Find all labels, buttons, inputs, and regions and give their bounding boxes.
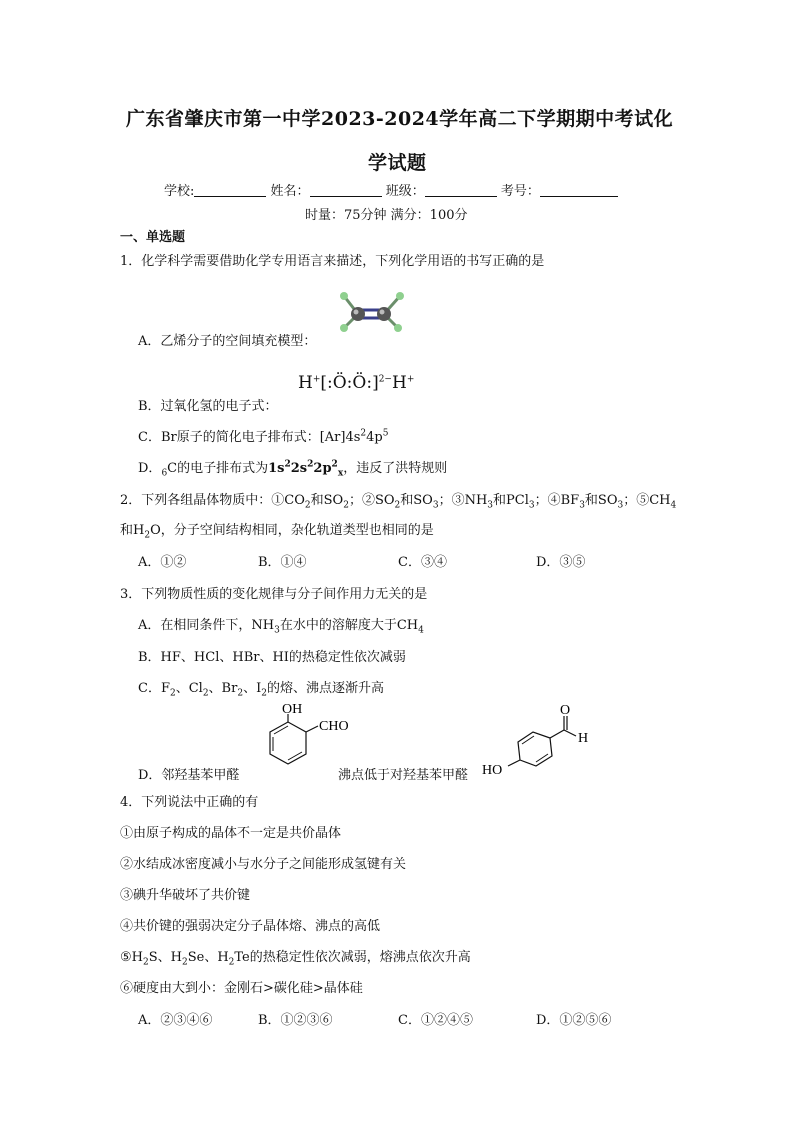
q4-option-c: C．①②④⑤ [398,1013,473,1028]
q2-s2: 和SO [310,493,344,508]
q3-option-c: C．$F_2$、$Cl_2$、$Br_2$、$I_2$的熔、沸点逐渐升高 [138,681,384,699]
section-heading: 一、单选题 [120,230,186,245]
h2o2-core: [:Ö:Ö:] [320,373,379,393]
q2-option-c: C．③④ [398,555,447,570]
h2o2-h-left: H [298,373,313,393]
q1-c-text: C．Br原子的简化电子排布式： [138,430,320,445]
mol1-oh-text: OH [282,702,303,717]
q2-option-d: D．③⑤ [536,555,586,570]
q1-option-b: B．过氧化氢的电子式： [138,399,278,414]
q2-stem-line1: 2．下列各组晶体物质中：$①CO_2$和$SO_2$；$②SO_2$和$SO_3$；$③NH_3$和PCl$_3$；$④BF_3$和$SO_3$；$⑤CH_4$ [120,493,677,511]
q1-option-a: A．乙烯分子的空间填充模型： [138,334,317,349]
q3-c4: 、I [243,681,262,696]
q2-s7: ；④BF [534,493,580,508]
q3-c2: 、Cl [175,681,203,696]
q2-s9: ；⑤CH [623,493,671,508]
q3-option-d-part2: 沸点低于对羟基苯甲醛 [338,768,469,783]
q1-d-suffix: ，违反了洪特规则 [343,461,448,476]
q4-option-a: A．②③④⑥ [138,1013,213,1028]
school-field[interactable] [194,183,266,197]
title-line1: 广东省肇庆市第一中学2023-2024学年高二下学期期中考试化 [126,108,674,130]
q3-option-a: A．在相同条件下，$NH_3$在水中的溶解度大于$CH_4$ [138,618,424,636]
q2-option-b: B．①④ [258,555,307,570]
q3-c5: 的熔、沸点逐渐升高 [266,681,384,696]
q2-s4: 和SO [400,493,433,508]
q4-statement-1: ①由原子构成的晶体不一定是共价晶体 [120,826,342,841]
q3-a1: A．在相同条件下，NH [138,618,275,633]
h2o2-h-right: H [391,373,407,393]
title-line2: 学试题 [368,152,427,174]
q2-s8: 和SO [584,493,618,508]
q4-option-d: D．①②⑤⑥ [536,1013,612,1028]
q3-stem: 3．下列物质性质的变化规律与分子间作用力无关的是 [120,587,428,602]
q4-option-b: B．①②③⑥ [258,1013,333,1028]
q1-option-c: C．Br原子的简化电子排布式：$[Ar]4s^24p^5$ [138,428,389,445]
class-field[interactable] [425,183,497,197]
q2-l2b: O，分子空间结构相同，杂化轨道类型也相同的是 [150,523,434,538]
name-label: 姓名： [270,184,310,199]
p-hydroxybenzaldehyde-structure [478,704,598,780]
exam-no-field[interactable] [540,183,618,197]
q4-s5b: S、H [148,950,182,965]
q2-l2a: 和H [120,523,145,538]
q4-stem: 4．下列说法中正确的有 [120,795,259,810]
q2-s6: 和PCl [493,493,529,508]
q4-statement-2: ②水结成冰密度减小与水分子之间能形成氢键有关 [120,857,407,872]
q4-statement-5: $⑤H_2S$、$H_2Se$、$H_2Te$的热稳定性依次减弱，熔沸点依次升高 [120,950,471,968]
mol1-cho-text: CHO [319,719,349,734]
time-score: 时量：75分钟 满分：100分 [305,208,468,223]
q4-s5a: ⑤H [120,950,143,965]
q4-statement-6: ⑥硬度由大到小：金刚石>碳化硅>晶体硅 [120,981,363,996]
salicylaldehyde-structure [244,702,349,780]
q3-option-b: B．HF、HCl、HBr、HI的热稳定性依次减弱 [138,650,406,665]
exam-no-label: 考号： [500,184,540,199]
q3-c1: C．F [138,681,170,696]
q1-d-text: C的电子排布式为 [167,461,269,476]
q2-stem-line2: 和$H_2O$，分子空间结构相同，杂化轨道类型也相同的是 [120,523,434,541]
q1-option-d: D．$_6$C的电子排布式为$1s^22s^22p^2_x$，违反了洪特规则 [138,459,448,479]
class-label: 班级： [385,184,425,199]
q3-c3: 、Br [208,681,238,696]
q3-option-d-part1: D．邻羟基苯甲醛 [138,768,240,783]
info-row [164,180,618,199]
q1-d-label: D． [138,461,162,476]
q4-statement-3: ③碘升华破坏了共价键 [120,888,251,903]
ethylene-model-image [334,284,414,340]
mol2-o-text: O [560,703,571,718]
h2o2-formula: H+[:Ö:Ö:]$^{2-}$H+ [298,373,415,393]
school-label: 学校: [164,184,195,199]
q1-c-formula: [Ar]4s [319,430,361,445]
q4-s5c: Se、H [187,950,229,965]
q3-a2: 在水中的溶解度大于CH [279,618,419,633]
q4-statement-4: ④共价键的强弱决定分子晶体熔、沸点的高低 [120,919,381,934]
mol2-h-text: H [578,731,589,746]
q2-s5: ；③NH [438,493,488,508]
q2-option-a: A．①② [138,555,187,570]
q2-s3: ；②SO [348,493,395,508]
mol2-ho-text: HO [482,763,503,778]
q2-s1: 2．下列各组晶体物质中：①CO [120,493,305,508]
q1-stem: 1．化学科学需要借助化学专用语言来描述，下列化学用语的书写正确的是 [120,254,545,269]
name-field[interactable] [310,183,382,197]
q4-s5d: Te的热稳定性依次减弱，熔沸点依次升高 [234,950,471,965]
